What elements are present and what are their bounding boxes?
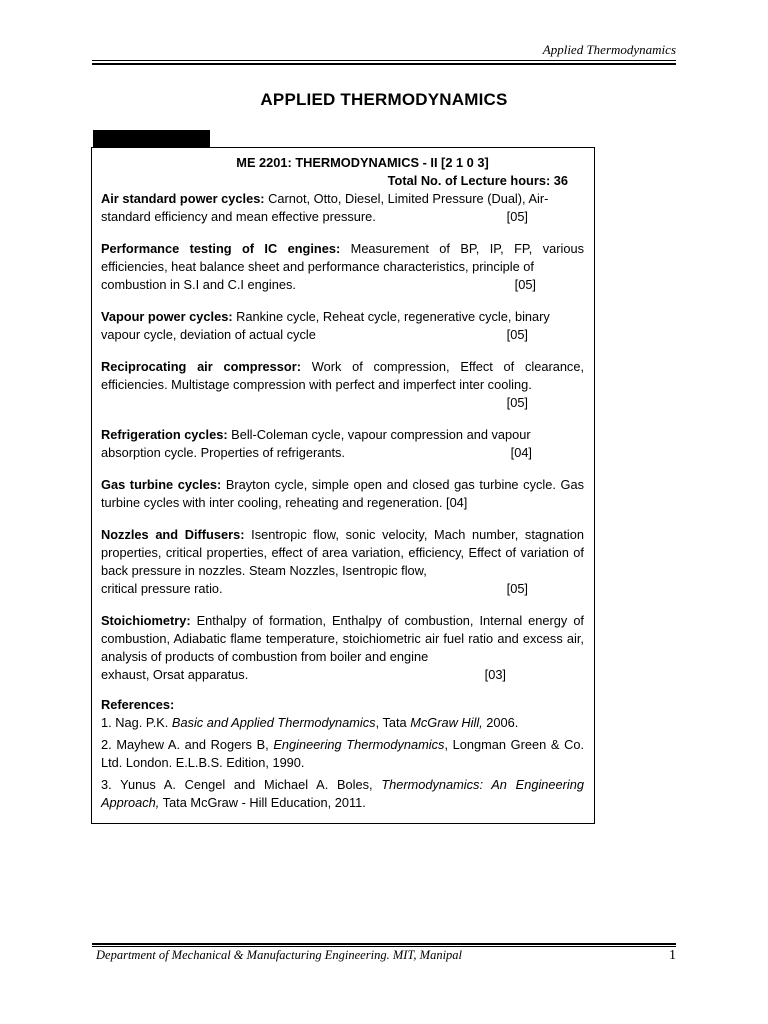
topic-hours: [05]: [506, 581, 528, 596]
topic-hours: [05]: [514, 277, 536, 292]
topic-description: Measurement of BP, IP, FP, various efficiencies, heat balance sheet and performance characteristics, principle of: [101, 241, 585, 274]
topic-description: Bell-Coleman cycle, vapour compression and vapour: [231, 427, 531, 442]
header-rule-top: [92, 60, 676, 61]
topic-description-end: critical pressure ratio.: [101, 581, 223, 596]
topic-description-end: exhaust, Orsat apparatus.: [101, 667, 249, 682]
topic-air-compressor: [101, 358, 584, 412]
topic-hours: [05]: [506, 395, 528, 410]
topic-description-end: absorption cycle. Properties of refrigerants.: [101, 445, 345, 460]
topic-name: Reciprocating air compressor:: [101, 359, 301, 374]
topic-stoichiometry: [101, 612, 584, 684]
topic-description: Rankine cycle, Reheat cycle, regenerative cycle, binary: [236, 309, 550, 324]
topic-description: Work of compression, Effect of clearance, efficiencies. Multistage compression with perfect and imperfect inter cooling.: [101, 359, 585, 392]
topic-gas-turbine-cycles: [101, 476, 584, 512]
topic-name: Air standard power cycles:: [101, 191, 265, 206]
reference-item: 1. Nag. P.K. Basic and Applied Thermodynamics, Tata McGraw Hill, 2006.: [101, 715, 519, 730]
topic-refrigeration-cycles: [101, 426, 584, 462]
topic-vapour-power-cycles: [101, 308, 584, 344]
syllabus-box: [91, 147, 595, 824]
topic-hours: [04]: [510, 445, 532, 460]
topic-hours: [05]: [506, 209, 528, 224]
topic-name: Stoichiometry:: [101, 613, 191, 628]
course-code: ME 2201: THERMODYNAMICS - II [2 1 0 3]: [236, 155, 489, 170]
topic-air-standard-cycles: [101, 190, 584, 226]
footer-rule-bottom: [92, 946, 676, 947]
topic-description: Carnot, Otto, Diesel, Limited Pressure (Dual), Air-: [268, 191, 549, 206]
topic-description-end: combustion in S.I and C.I engines.: [101, 277, 296, 292]
topic-hours: [05]: [506, 327, 528, 342]
reference-item: 3. Yunus A. Cengel and Michael A. Boles, Thermodynamics: An Engineering Approach, Tata McGraw - Hill Education, 2011.: [101, 777, 584, 810]
topic-description: Isentropic flow, sonic velocity, Mach number, stagnation properties, critical properties, effect of area variation, efficiency, Effect of variation of back pressure in nozzles. Steam Nozzles, Isentropic flow,: [101, 527, 584, 578]
footer-rule-top: [92, 943, 676, 945]
page-title: APPLIED THERMODYNAMICS: [260, 90, 508, 109]
topic-description-end: standard efficiency and mean effective pressure.: [101, 209, 376, 224]
topic-ic-engines: [101, 240, 584, 294]
header-rule-bottom: [92, 63, 676, 65]
topic-description: Brayton cycle, simple open and closed gas turbine cycle. Gas turbine cycles with inter cooling, reheating and regeneration. [04]: [101, 477, 584, 510]
section-tab-marker: [93, 130, 210, 147]
topic-description-end: vapour cycle, deviation of actual cycle: [101, 327, 316, 342]
topic-description: Enthalpy of formation, Enthalpy of combustion, Internal energy of combustion, Adiabatic flame temperature, stoichiometric air fuel ratio and excess air, analysis of products of combustion from boiler and engine: [101, 613, 584, 664]
page-number: 1: [669, 948, 676, 963]
references-title: References:: [101, 697, 175, 712]
topic-name: Performance testing of IC engines:: [101, 241, 341, 256]
topic-name: Gas turbine cycles:: [101, 477, 222, 492]
topic-name: Refrigeration cycles:: [101, 427, 228, 442]
lecture-hours: Total No. of Lecture hours: 36: [387, 173, 568, 188]
topic-name: Vapour power cycles:: [101, 309, 233, 324]
topic-name: Nozzles and Diffusers:: [101, 527, 245, 542]
topic-hours: [03]: [484, 667, 506, 682]
running-header: Applied Thermodynamics: [542, 42, 676, 57]
footer-department: Department of Mechanical & Manufacturing Engineering. MIT, Manipal: [96, 948, 463, 962]
reference-item: 2. Mayhew A. and Rogers B, Engineering Thermodynamics, Longman Green & Co. Ltd. London. E.L.B.S. Edition, 1990.: [101, 737, 585, 770]
topic-nozzles-diffusers: [101, 526, 584, 598]
